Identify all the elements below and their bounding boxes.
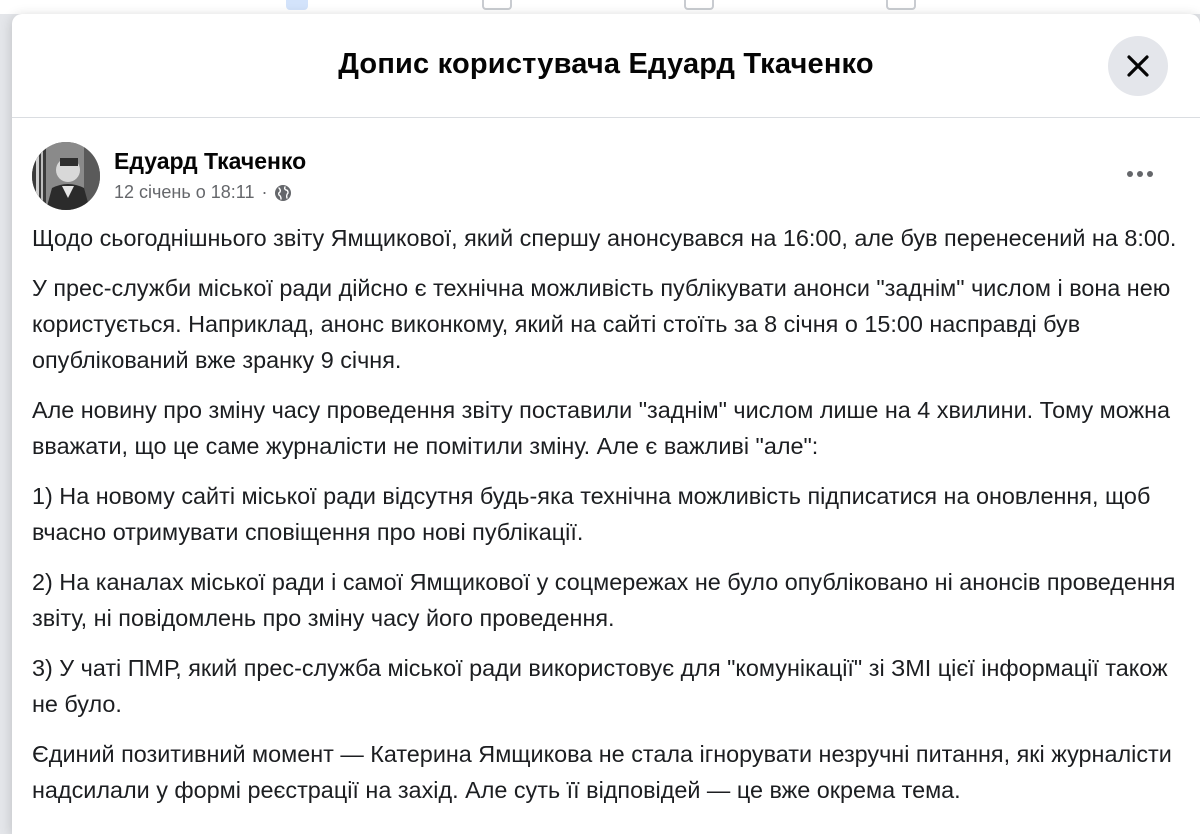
video-nav-icon[interactable] — [482, 0, 512, 10]
more-options-button[interactable] — [1118, 156, 1162, 192]
avatar[interactable] — [32, 142, 100, 210]
groups-nav-icon[interactable] — [886, 0, 916, 10]
post-body — [32, 220, 1192, 822]
post-paragraph: 2) На каналах міської ради і самої Ямщикової у соцмережах не було опубліковано ні анонсів проведення звіту, ні повідомлень про зміну часу його проведення. — [32, 569, 1176, 631]
author-name[interactable]: Едуард Ткаченко — [114, 148, 307, 174]
post-timestamp[interactable]: 12 січень о 18:11 — [114, 182, 255, 202]
modal-header — [12, 14, 1200, 118]
post-modal — [12, 14, 1200, 834]
more-horizontal-icon — [1127, 171, 1133, 177]
marketplace-nav-icon[interactable] — [684, 0, 714, 10]
post-paragraph: У прес-служби міської ради дійсно є технічна можливість публікувати анонси "заднім" числом і вона нею користується. Наприклад, анонс виконкому, який на сайті стоїть за 8 січня о 15:00 насправді був опублікований вже зранку 9 січня. — [32, 275, 1171, 373]
post-paragraph: Єдиний позитивний момент — Катерина Ямщикова не стала ігнорувати незручні питання, які журналісти надсилали у формі реєстрації на захід. Але суть її відповідей — це вже окрема тема. — [32, 741, 1172, 803]
post-paragraph: Але новину про зміну часу проведення звіту поставили "заднім" числом лише на 4 хвилини. Тому можна вважати, що це саме журналісти не помітили зміну. Але є важливі "але": — [32, 397, 1171, 459]
post-header — [12, 118, 1200, 214]
globe-icon[interactable] — [274, 184, 292, 202]
post-paragraph: 3) У чаті ПМР, який прес-служба міської ради використовує для "комунікації" зі ЗМІ цієї інформації також не було. — [32, 655, 1168, 717]
avatar-photo-icon — [32, 142, 100, 210]
post-meta — [114, 182, 292, 203]
meta-separator: · — [261, 182, 268, 202]
home-nav-icon[interactable] — [286, 0, 308, 10]
post-paragraph: Щодо сьогоднішнього звіту Ямщикової, який спершу анонсувався на 16:00, але був перенесений на 8:00. — [32, 225, 1177, 251]
close-icon — [1125, 53, 1151, 79]
background-nav-bar — [0, 0, 1200, 14]
close-button[interactable] — [1108, 36, 1168, 96]
post-paragraph: 1) На новому сайті міської ради відсутня будь-яка технічна можливість підписатися на оновлення, щоб вчасно отримувати сповіщення про нові публікації. — [32, 483, 1151, 545]
modal-title: Допис користувача Едуард Ткаченко — [338, 48, 874, 80]
